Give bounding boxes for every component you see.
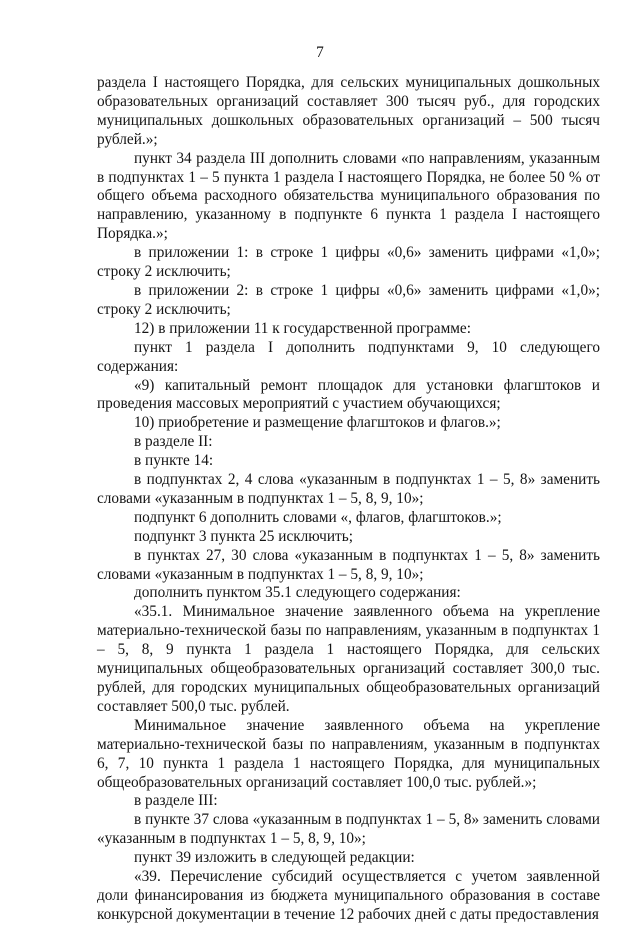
paragraph: в пунктах 27, 30 слова «указанным в подпунктах 1 – 5, 8» заменить словами «указанным в подпунктах 1 – 5, 8, 9, 10»; (97, 546, 600, 583)
paragraph: 10) приобретение и размещение флагштоков и флагов.»; (134, 414, 501, 432)
paragraph: пункт 1 раздела I дополнить подпунктами 9, 10 следующего содержания: (97, 338, 600, 375)
paragraph: в приложении 2: в строке 1 цифры «0,6» заменить цифрами «1,0»; строку 2 исключить; (97, 281, 600, 318)
paragraph: дополнить пунктом 35.1 следующего содержания: (134, 584, 461, 602)
paragraph: раздела I настоящего Порядка, для сельских муниципальных дошкольных образовательных организаций составляет 300 тысяч руб., для городских муниципальных дошкольных образовательных организаций – 500 тысяч рублей.»; (97, 74, 600, 148)
paragraph: «39. Перечисление субсидий осуществляется с учетом заявленной доли финансирования из бюджета муниципального образования в составе конкурсной документации в течение 12 рабочих дней с даты предоставления (97, 868, 600, 923)
paragraph: в подпунктах 2, 4 слова «указанным в подпунктах 1 – 5, 8» заменить словами «указанным в подпунктах 1 – 5, 8, 9, 10»; (97, 471, 600, 507)
paragraph: Минимальное значение заявленного объема на укрепление материально-технической базы по направлениям, указанным в подпунктах 6, 7, 10 пункта 1 раздела 1 настоящего Порядка, для муниципальных общеобразовательных организаций составляет 100,0 тыс. рублей.»; (97, 716, 600, 791)
document-body (97, 74, 600, 925)
paragraph: в разделе III: (134, 792, 218, 810)
paragraph: в пункте 37 слова «указанным в подпунктах 1 – 5, 8» заменить словами «указанным в подпунктах 1 – 5, 8, 9, 10»; (97, 811, 600, 848)
paragraph: подпункт 6 дополнить словами «, флагов, флагштоков.»; (134, 508, 502, 526)
paragraph: в разделе II: (134, 433, 213, 451)
paragraph: в приложении 1: в строке 1 цифры «0,6» заменить цифрами «1,0»; строку 2 исключить; (97, 244, 600, 281)
paragraph: «35.1. Минимальное значение заявленного объема на укрепление материально-технической базы по направлениям, указанным в подпунктах 1 – 5, 8, 9 пункта 1 раздела 1 настоящего Порядка, для сельских муниципальных общеобразовательных организаций составляет 300,0 тыс. рублей, для городских муниципальных общеобразовательных организаций составляет 500,0 тыс. рублей. (97, 603, 600, 715)
paragraph: «9) капитальный ремонт площадок для установки флагштоков и проведения массовых мероприятий с участием обучающихся; (97, 376, 600, 413)
paragraph: подпункт 3 пункта 25 исключить; (134, 527, 353, 545)
paragraph: в пункте 14: (134, 452, 214, 470)
page-number: 7 (316, 44, 324, 61)
paragraph: пункт 34 раздела III дополнить словами «по направлениям, указанным в подпунктах 1 – 5 пункта 1 раздела I настоящего Порядка, не более 50 % от общего объема расходного обязательства муниципального образования по направлению, указанному в подпункте 6 пункта 1 раздела I настоящего Порядка.»; (97, 149, 600, 243)
paragraph: пункт 39 изложить в следующей редакции: (134, 849, 415, 867)
paragraph: 12) в приложении 11 к государственной программе: (134, 319, 471, 337)
